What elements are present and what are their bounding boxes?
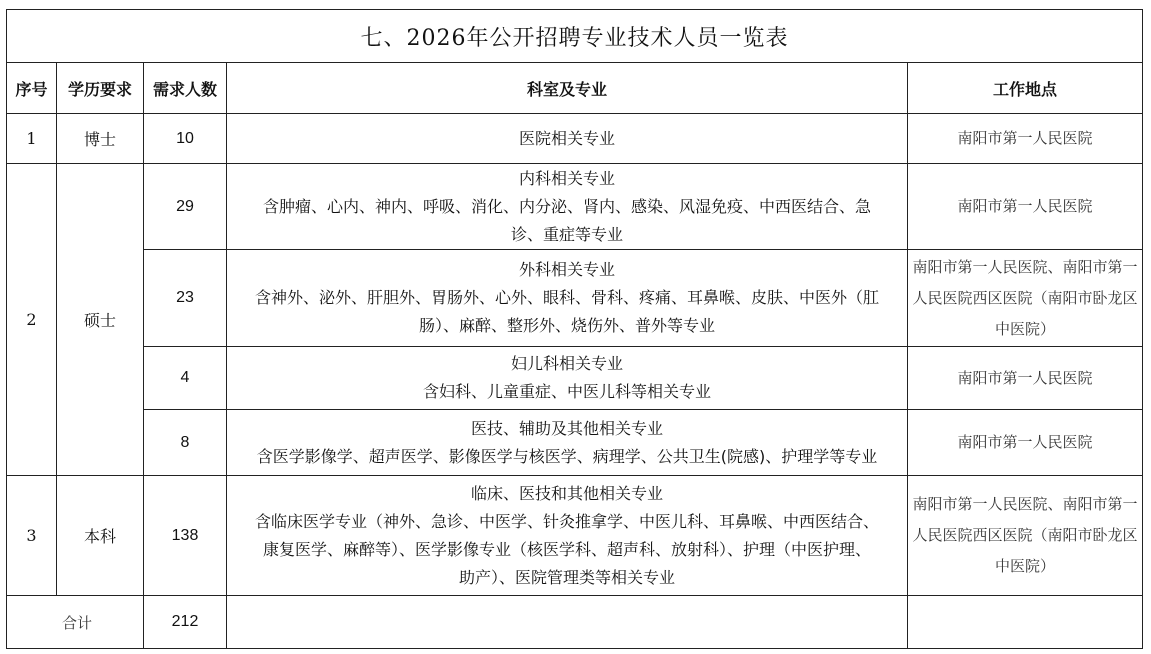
- major-line: 妇儿科相关专业: [510, 354, 623, 373]
- location-line: （南阳市卧龙区中医院）: [994, 526, 1138, 575]
- location-line: 南阳市第一人民医院西区医院: [912, 257, 1138, 307]
- header-row: [7, 63, 1143, 114]
- header-major: 科室及专业: [227, 63, 908, 114]
- total-location-empty: [908, 596, 1143, 649]
- location-line: 南阳市第一人民医院、: [912, 495, 1063, 513]
- count-cell: 10: [144, 114, 227, 164]
- count-cell: 138: [144, 476, 227, 596]
- location-cell: [908, 114, 1143, 164]
- header-education: 学历要求: [57, 63, 144, 114]
- table-title: 七、2026年公开招聘专业技术人员一览表: [7, 10, 1143, 63]
- count-cell: 4: [144, 347, 227, 410]
- major-line: 助产）、医院管理类等相关专业: [458, 567, 675, 587]
- major-line: 含医学影像学、超声医学、影像医学与核医学、病理学、公共卫生(院感)、护理学等专业: [256, 446, 878, 466]
- major-line: 含神外、泌外、肝胆外、胃肠外、心外、眼科、骨科、疼痛、耳鼻喉、皮肤、中医外（肛: [254, 288, 879, 307]
- count-cell: 8: [144, 410, 227, 476]
- location-line: （南阳市卧龙区中医院）: [994, 288, 1138, 338]
- major-line: 医技、辅助及其他相关专业: [470, 418, 663, 438]
- major-line: 肠）、麻醉、整形外、烧伤外、普外等专业: [418, 316, 715, 335]
- location-cell: [908, 347, 1143, 410]
- table-row: [7, 476, 1143, 596]
- education-cell: 博士: [57, 114, 144, 164]
- table-row: [7, 250, 1143, 347]
- location-line: 南阳市第一人民医院、: [912, 257, 1063, 276]
- table-row: [7, 114, 1143, 164]
- education-cell: 硕士: [57, 164, 144, 476]
- header-seq: 序号: [7, 63, 57, 114]
- table-row: [7, 347, 1143, 410]
- header-count: 需求人数: [144, 63, 227, 114]
- major-line: 医院相关专业: [518, 128, 615, 148]
- table-row: [7, 164, 1143, 250]
- seq-cell: 2: [7, 164, 57, 476]
- major-cell: [227, 476, 908, 596]
- location-line: 南阳市第一人民医院: [957, 433, 1093, 451]
- count-cell: 29: [144, 164, 227, 250]
- major-cell: [227, 410, 908, 476]
- major-line: 含临床医学专业（神外、急诊、中医学、针灸推拿学、中医儿科、耳鼻喉、中西医结合、: [254, 511, 879, 531]
- location-cell: [908, 476, 1143, 596]
- location-cell: [908, 250, 1143, 347]
- major-cell: [227, 250, 908, 347]
- major-line: 外科相关专业: [518, 260, 615, 279]
- major-cell: [227, 164, 908, 250]
- table-row: [7, 410, 1143, 476]
- header-location: 工作地点: [908, 63, 1143, 114]
- location-line: 南阳市第一人民医院: [957, 129, 1093, 147]
- location-cell: [908, 164, 1143, 250]
- major-line: 内科相关专业: [518, 168, 615, 188]
- location-line: 南阳市第一人民医院西区医院: [912, 495, 1138, 544]
- seq-cell: 1: [7, 114, 57, 164]
- major-cell: [227, 347, 908, 410]
- major-line: 含妇科、儿童重症、中医儿科等相关专业: [422, 382, 711, 401]
- seq-cell: 3: [7, 476, 57, 596]
- total-label: 合计: [7, 596, 144, 649]
- total-major-empty: [227, 596, 908, 649]
- major-line: 康复医学、麻醉等）、医学影像专业（核医学科、超声科、放射科）、护理（中医护理、: [262, 539, 871, 559]
- total-row: [7, 596, 1143, 649]
- major-line: 临床、医技和其他相关专业: [470, 483, 663, 503]
- count-cell: 23: [144, 250, 227, 347]
- major-line: 诊、重症等专业: [510, 224, 623, 244]
- education-cell: 本科: [57, 476, 144, 596]
- recruitment-table: [6, 9, 1143, 649]
- location-cell: [908, 410, 1143, 476]
- location-line: 南阳市第一人民医院: [957, 368, 1093, 387]
- total-count: 212: [144, 596, 227, 649]
- location-line: 南阳市第一人民医院: [957, 197, 1093, 215]
- major-line: 含肿瘤、心内、神内、呼吸、消化、内分泌、肾内、感染、风湿免疫、中西医结合、急: [262, 196, 871, 216]
- major-cell: [227, 114, 908, 164]
